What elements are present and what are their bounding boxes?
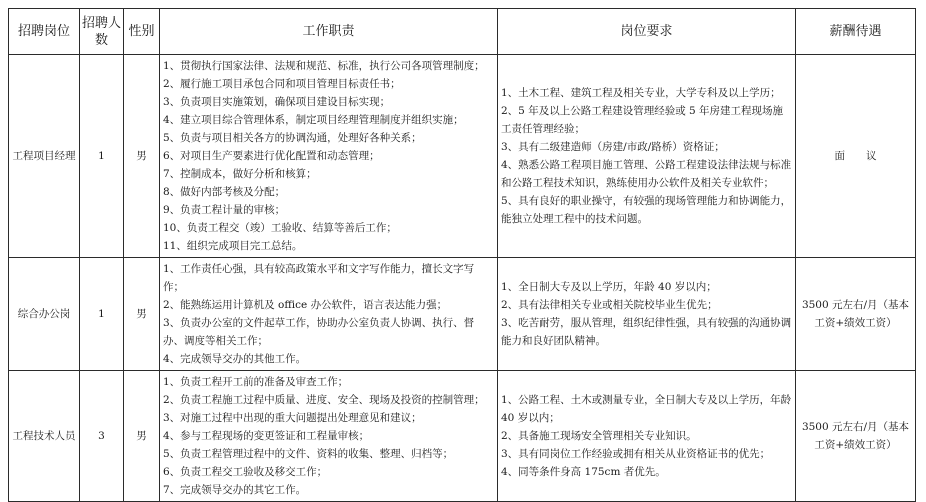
text-line: 2、能熟练运用计算机及 office 办公软件，语言表达能力强； xyxy=(163,299,448,311)
duties-cell xyxy=(160,55,498,258)
text-line: 4、熟悉公路工程项目施工管理、公路工程建设法律法规与标准和公路工程技术知识，熟练使用办公软件及相关专业软件； xyxy=(501,159,792,189)
text-line: 5、具有良好的职业操守，有较强的现场管理能力和协调能力，能独立处理工程中的技术问题。 xyxy=(501,195,792,225)
gender-cell xyxy=(124,55,160,258)
text-line: 1、负责工程开工前的准备及审查工作； xyxy=(163,376,349,388)
text-line: 11、组织完成项目完工总结。 xyxy=(163,240,303,252)
position-cell xyxy=(9,371,80,502)
count-cell xyxy=(80,258,124,371)
table-row xyxy=(9,258,916,371)
text-line: 1、贯彻执行国家法律、法规和规范、标准，执行公司各项管理制度； xyxy=(163,60,485,72)
text-line: 男 xyxy=(136,430,147,442)
gender-cell xyxy=(124,258,160,371)
text-line: 4、建立项目综合管理体系，制定项目经理管理制度并组织实施； xyxy=(163,114,464,126)
text-line: 2、5 年及以上公路工程建设管理经验或 5 年房建工程现场施工责任管理经验； xyxy=(501,105,784,135)
header-salary: 薪酬待遇 xyxy=(796,9,916,55)
text-line: 2、具有法律相关专业或相关院校毕业生优先； xyxy=(501,299,718,311)
text-line: 3、负责项目实施策划，确保项目建设目标实现； xyxy=(163,96,391,108)
requirements-cell xyxy=(498,371,796,502)
salary-cell xyxy=(796,371,916,502)
text-line: 1 xyxy=(98,150,105,162)
text-line: 6、对项目生产要素进行优化配置和动态管理； xyxy=(163,150,380,162)
text-line: 1 xyxy=(98,308,105,320)
text-line: 2、履行施工项目承包合同和项目管理目标责任书； xyxy=(163,78,401,90)
table-row xyxy=(9,55,916,258)
text-line: 5、负责与项目相关各方的协调沟通，处理好各种关系； xyxy=(163,132,422,144)
text-line: 综合办公岗 xyxy=(17,308,71,320)
salary-cell xyxy=(796,55,916,258)
text-line: 3500 元左右/月（基本工资+绩效工资） xyxy=(801,299,910,329)
text-line: 1、土木工程、建筑工程及相关专业，大学专科及以上学历； xyxy=(501,87,781,99)
header-duties: 工作职责 xyxy=(160,9,498,55)
duties-cell xyxy=(160,371,498,502)
count-cell xyxy=(80,55,124,258)
text-line: 3、具有同岗位工作经验或拥有相关从业资格证书的优先； xyxy=(501,448,771,460)
text-line: 1、工作责任心强，具有较高政策水平和文字写作能力，擅长文字写作； xyxy=(163,263,475,293)
table-row xyxy=(9,371,916,502)
text-line: 3、具有二级建造师（房建/市政/路桥）资格证； xyxy=(501,141,725,153)
text-line: 8、做好内部考核及分配； xyxy=(163,186,286,198)
text-line: 6、负责工程交工验收及移交工作； xyxy=(163,466,328,478)
text-line: 3 xyxy=(98,430,105,442)
text-line: 3、负责办公室的文件起草工作，协助办公室负责人协调、执行、督办、调度等相关工作； xyxy=(163,317,475,347)
recruitment-table-body xyxy=(9,55,916,502)
position-cell xyxy=(9,258,80,371)
text-line: 7、控制成本，做好分析和核算； xyxy=(163,168,317,180)
table-header xyxy=(9,9,916,55)
text-line: 工程技术人员 xyxy=(12,430,76,442)
text-line: 9、负责工程计量的审核； xyxy=(163,204,286,216)
count-cell xyxy=(80,371,124,502)
text-line: 4、参与工程现场的变更签证和工程量审核； xyxy=(163,430,370,442)
text-line: 10、负责工程交（竣）工验收、结算等善后工作； xyxy=(163,222,397,234)
header-count: 招聘人数 xyxy=(80,9,124,55)
requirements-cell xyxy=(498,258,796,371)
text-line: 3、吃苦耐劳，服从管理，组织纪律性强，具有较强的沟通协调能力和良好团队精神。 xyxy=(501,317,792,347)
duties-cell xyxy=(160,258,498,371)
requirements-cell xyxy=(498,55,796,258)
header-position: 招聘岗位 xyxy=(9,9,80,55)
text-line: 3、对施工过程中出现的重大问题提出处理意见和建议； xyxy=(163,412,422,424)
position-cell xyxy=(9,55,80,258)
text-line: 1、公路工程、土木或测量专业，全日制大专及以上学历，年龄 40 岁以内； xyxy=(501,394,792,424)
text-line: 男 xyxy=(136,150,147,162)
text-line: 2、负责工程施工过程中质量、进度、安全、现场及投资的控制管理； xyxy=(163,394,485,406)
gender-cell xyxy=(124,371,160,502)
header-requirements: 岗位要求 xyxy=(498,9,796,55)
text-line: 4、完成领导交办的其他工作。 xyxy=(163,353,307,365)
header-gender: 性别 xyxy=(124,9,160,55)
text-line: 工程项目经理 xyxy=(12,150,76,162)
salary-cell xyxy=(796,258,916,371)
text-line: 5、负责工程管理过程中的文件、资料的收集、整理、归档等； xyxy=(163,448,454,460)
text-line: 男 xyxy=(136,308,147,320)
text-line: 面 议 xyxy=(834,150,877,162)
text-line: 7、完成领导交办的其它工作。 xyxy=(163,484,307,496)
text-line: 4、同等条件身高 175cm 者优先。 xyxy=(501,466,666,478)
recruitment-table xyxy=(8,8,916,502)
header-row xyxy=(9,9,916,55)
text-line: 2、具备施工现场安全管理相关专业知识。 xyxy=(501,430,697,442)
text-line: 3500 元左右/月（基本工资+绩效工资） xyxy=(801,421,910,451)
text-line: 1、全日制大专及以上学历，年龄 40 岁以内； xyxy=(501,281,717,293)
